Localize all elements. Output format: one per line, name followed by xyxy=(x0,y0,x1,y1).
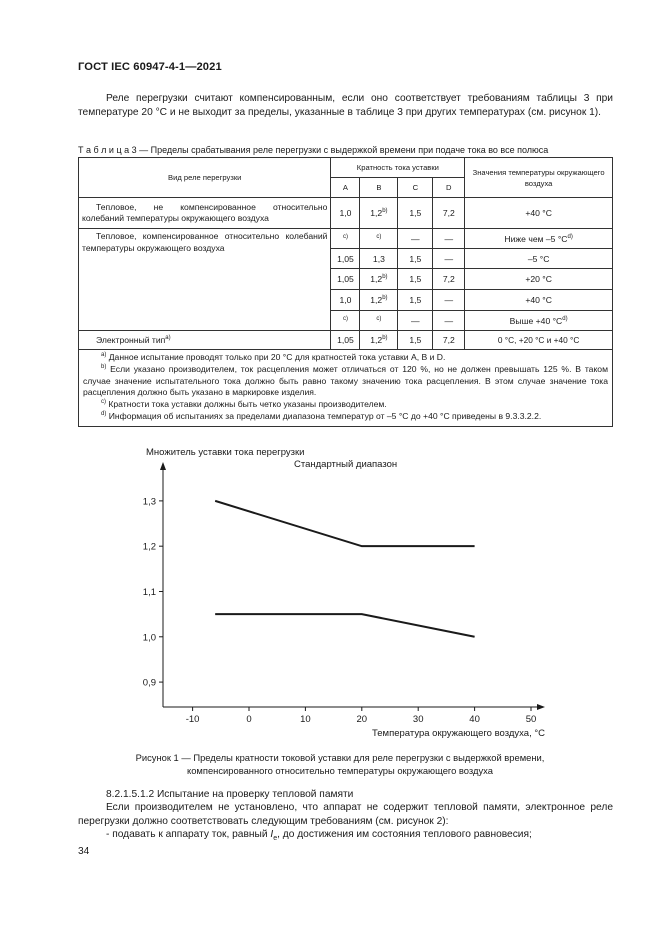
table-cell: — xyxy=(433,249,465,269)
y-tick-label: 1,3 xyxy=(142,496,156,508)
table-cell: 1,05 xyxy=(331,331,360,350)
subheader-a: A xyxy=(331,178,360,198)
table-cell: 0 °C, +20 °C и +40 °C xyxy=(465,331,613,350)
x-tick-label: 0 xyxy=(246,714,252,725)
table-cell: — xyxy=(433,311,465,331)
table-cell: 1,2$^{b)}$ xyxy=(360,331,398,350)
y-axis-arrow xyxy=(160,462,166,470)
table-cell: 1,0 xyxy=(331,290,360,311)
x-tick-label: -10 xyxy=(185,714,200,725)
chart-annotation: Стандартный диапазон xyxy=(294,459,398,470)
table-cell: — xyxy=(433,229,465,249)
table-cell: +20 °C xyxy=(465,269,613,290)
table-cell: 1,2$^{b)}$ xyxy=(360,269,398,290)
footnote-b: $^{b)}$ Если указано производителем, ток расцепления может отличаться от 120 %, но не должен превышать 125 %. В таком случае значение испытательного тока должно быть равно такому значению тока расцепления. В этом случае значение тока расцепления должно быть указано в маркировке изделия. xyxy=(83,363,608,398)
table-cell: +40 °C xyxy=(465,290,613,311)
subheader-b: B xyxy=(360,178,398,198)
table-cell: — xyxy=(433,290,465,311)
col-header-multiplier: Кратность тока уставки xyxy=(331,158,465,178)
table-cell: 1,5 xyxy=(398,198,433,229)
x-tick-label: 50 xyxy=(525,714,537,725)
intro-paragraph: Реле перегрузки считают компенсированным, если оно соответствует требованиям таблицы 3 при температуре 20 °C и не выходит за пределы, указанные в таблице 3 при других температурах (см. рисунок 1). xyxy=(78,93,613,118)
figure-caption-line-1: Рисунок 1 — Пределы кратности токовой уставки для реле перегрузки с выдержкой времени, xyxy=(135,752,545,763)
row-label-thermal-noncomp: Тепловое, не компенсированное относительно колебаний температуры окружающего воздуха xyxy=(79,198,331,229)
table-cell: — xyxy=(398,311,433,331)
table-cell: –5 °C xyxy=(465,249,613,269)
table-cell: 1,5 xyxy=(398,290,433,311)
y-tick-label: 1,0 xyxy=(142,632,156,644)
table-cell: — xyxy=(398,229,433,249)
table-cell: c) xyxy=(331,311,360,331)
table-cell: 1,05 xyxy=(331,269,360,290)
section-bullet: - подавать к аппарату ток, равный $I_e$, до достижения им состояния теплового равновесия; xyxy=(106,829,532,843)
row-label-thermal-comp: Тепловое, компенсированное относительно колебаний температуры окружающего воздуха xyxy=(79,229,331,331)
table-cell: 1,2$^{b)}$ xyxy=(360,290,398,311)
table-cell: 1,0 xyxy=(331,198,360,229)
document-header: ГОСТ IEC 60947-4-1—2021 xyxy=(78,61,222,73)
y-tick-label: 1,1 xyxy=(142,586,156,598)
section-text xyxy=(78,788,613,846)
table-cell: 7,2 xyxy=(433,269,465,290)
x-tick-label: 20 xyxy=(356,714,368,725)
series-line-lower xyxy=(215,614,474,637)
footnote-d: $^{d)}$ Информация об испытаниях за пределами диапазона температур от –5 °C до +40 °C приведены в 9.3.3.2.2. xyxy=(101,410,542,421)
table-cell: 1,5 xyxy=(398,269,433,290)
section-paragraph: Если производителем не установлено, что аппарат не содержит тепловой памяти, электронное реле перегрузки должно соответствовать следующим требованиям (см. рисунок 2): xyxy=(78,802,613,827)
subheader-d: D xyxy=(433,178,465,198)
table-cell: 7,2 xyxy=(433,331,465,350)
table-cell: c) xyxy=(360,311,398,331)
figure-caption xyxy=(120,751,560,777)
x-tick-label: 10 xyxy=(300,714,311,725)
row-label-electronic: Электронный тип$^{a)}$ xyxy=(79,331,331,350)
table-cell: 7,2 xyxy=(433,198,465,229)
y-tick-label: 1,2 xyxy=(142,541,156,553)
x-tick-label: 40 xyxy=(469,714,480,725)
footnote-a: $^{a)}$ Данное испытание проводят только при 20 °C для кратностей тока уставки A, B и D. xyxy=(101,352,446,362)
table-cell: 1,5 xyxy=(398,331,433,350)
table-cell: Выше +40 $^\circ C^{d)}$ xyxy=(465,311,613,331)
table-cell: 1,3 xyxy=(360,249,398,269)
table-cell: Ниже чем –5 $^\circ C^{d)}$ xyxy=(465,229,613,249)
page-number: 34 xyxy=(78,846,90,857)
table-cell: c) xyxy=(360,229,398,249)
table-cell: +40 °C xyxy=(465,198,613,229)
chart-xlabel: Температура окружающего воздуха, °C xyxy=(372,728,546,739)
series-line-upper xyxy=(215,501,474,546)
table-cell: 1,5 xyxy=(398,249,433,269)
x-tick-label: 30 xyxy=(412,714,424,725)
figure-caption-line-2: компенсированного относительно температуры окружающего воздуха xyxy=(187,765,493,776)
subheader-c: C xyxy=(398,178,433,198)
table-caption-prefix: Т а б л и ц а 3 xyxy=(78,145,137,155)
table-cell: 1,05 xyxy=(331,249,360,269)
y-tick-label: 0,9 xyxy=(142,677,156,689)
table-cell: 1,2$^{b)}$ xyxy=(360,198,398,229)
table-cell: c) xyxy=(331,229,360,249)
x-axis-arrow xyxy=(537,704,545,710)
col-header-type: Вид реле перегрузки xyxy=(79,158,331,198)
chart-ylabel: Множитель уставки тока перегрузки xyxy=(146,447,305,458)
footnote-c: $^{c)}$ Кратности тока уставки должны быть четко указаны производителем. xyxy=(101,399,387,410)
col-header-temperature: Значения температуры окружающего воздуха xyxy=(465,158,613,198)
section-heading: 8.2.1.5.1.2 Испытание на проверку тепловой памяти xyxy=(106,789,354,800)
table-caption-text: — Пределы срабатывания реле перегрузки с выдержкой времени при подаче тока во все полюса xyxy=(136,145,549,155)
